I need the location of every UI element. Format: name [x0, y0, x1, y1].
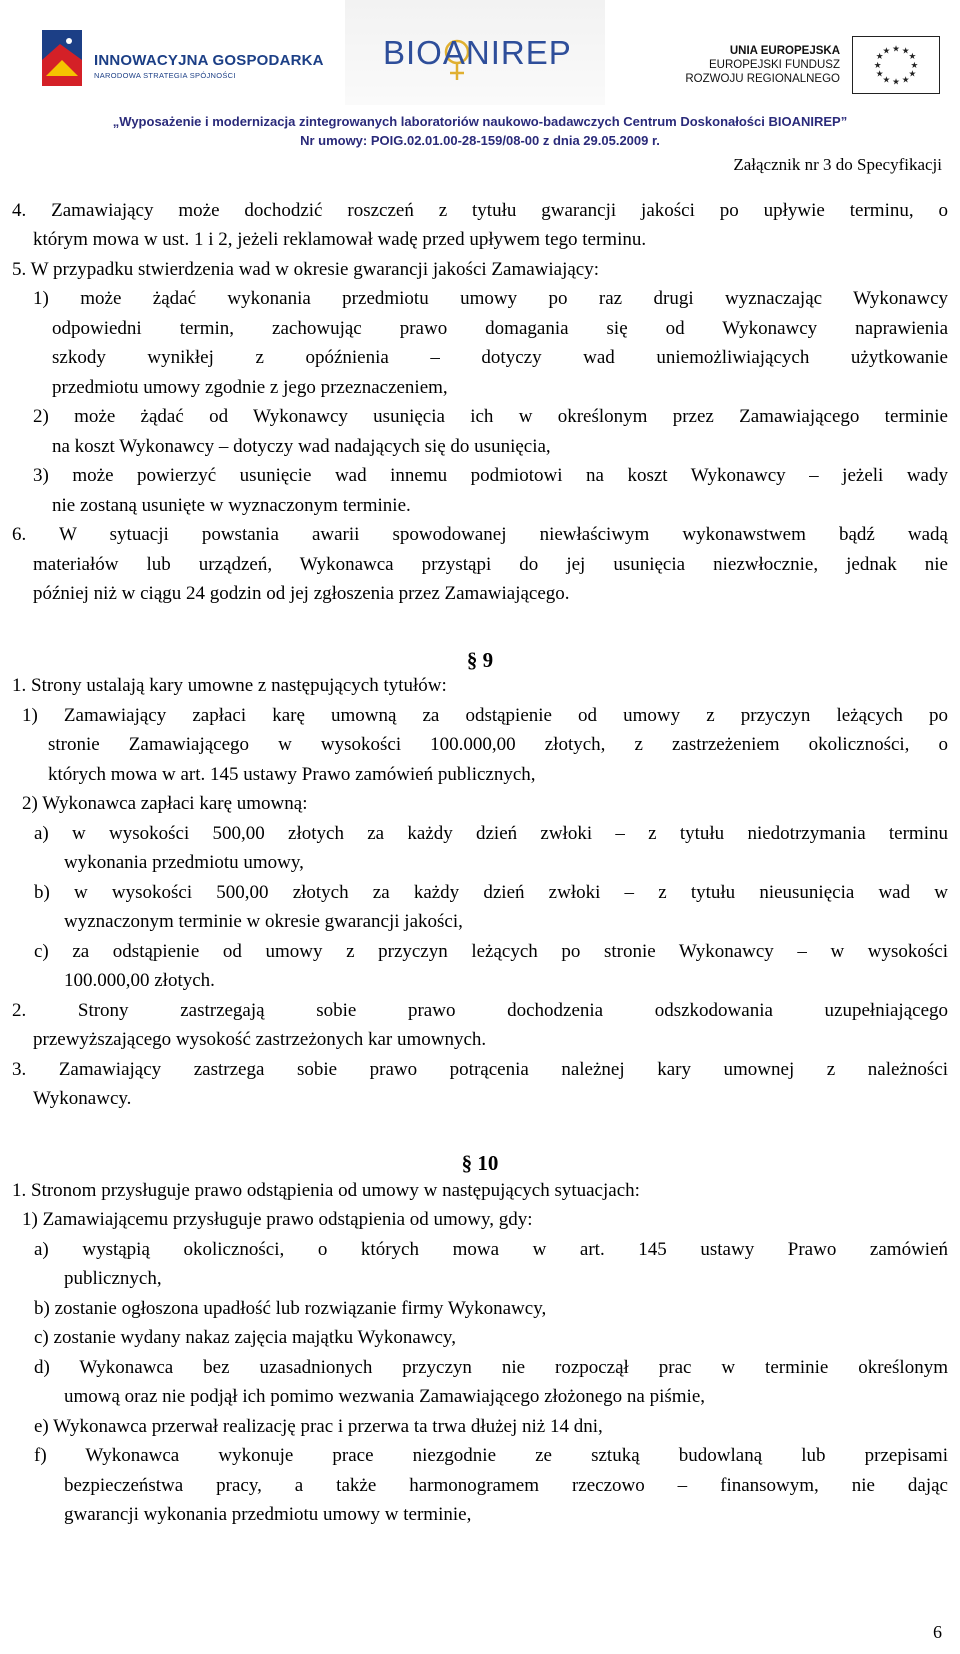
- text-line: 1) Zamawiającemu przysługuje prawo odstąpienia od umowy, gdy:: [22, 1209, 533, 1230]
- text-line: których mowa w art. 145 ustawy Prawo zamówień publicznych,: [48, 764, 536, 785]
- text-line: 4. Zamawiający może dochodzić roszczeń z tytułu gwarancji jakości po upływie terminu, o: [12, 200, 948, 221]
- text-line: przewyższającego wysokość zastrzeżonych kar umownych.: [33, 1029, 487, 1050]
- eu-line3: ROZWOJU REGIONALNEGO: [685, 73, 840, 85]
- text-line: gwarancji wykonania przedmiotu umowy w terminie,: [64, 1504, 472, 1525]
- logo-center-name: BIOANIREP: [383, 34, 572, 71]
- text-line: na koszt Wykonawcy – dotyczy wad nadających się do usunięcia,: [52, 436, 551, 457]
- innowacyjna-gospodarka-logo: [42, 30, 324, 88]
- eu-line1: UNIA EUROPEJSKA: [729, 45, 840, 57]
- text-line: później niż w ciągu 24 godzin od jej zgłoszenia przez Zamawiającego.: [33, 583, 570, 604]
- attachment-label: Załącznik nr 3 do Specyfikacji: [733, 155, 942, 174]
- text-line: 2. Strony zastrzegają sobie prawo dochodzenia odszkodowania uzupełniającego: [12, 1000, 948, 1021]
- svg-text:★: ★: [882, 46, 891, 57]
- text-line: Wykonawcy.: [33, 1088, 132, 1109]
- ig-flag-icon: [42, 30, 82, 86]
- eu-logo-text: [685, 44, 840, 86]
- page-number: 6: [933, 1622, 942, 1642]
- contract-number: Nr umowy: POIG.02.01.00-28-159/08-00 z dnia 29.05.2009 r.: [300, 133, 660, 148]
- text-line: 1) Zamawiający zapłaci karę umowną za odstąpienie od umowy z przyczyn leżących po: [22, 705, 948, 726]
- text-line: 1. Strony ustalają kary umowne z następujących tytułów:: [12, 675, 447, 696]
- text-line: publicznych,: [64, 1268, 162, 1289]
- text-line: 3) może powierzyć usunięcie wad innemu podmiotowi na koszt Wykonawcy – jeżeli wady: [33, 465, 948, 486]
- text-line: b) zostanie ogłoszona upadłość lub rozwiązanie firmy Wykonawcy,: [34, 1298, 547, 1319]
- text-line: wykonania przedmiotu umowy,: [64, 852, 304, 873]
- svg-text:★: ★: [875, 52, 884, 63]
- logo-left-subtitle: NARODOWA STRATEGIA SPÓJNOŚCI: [94, 71, 236, 80]
- svg-text:★: ★: [901, 75, 910, 86]
- text-line: bezpieczeństwa pracy, a także harmonogramem rzeczowo – finansowym, nie dając: [64, 1475, 948, 1496]
- text-line: 6. W sytuacji powstania awarii spowodowanej niewłaściwym wykonawstwem bądź wadą: [12, 524, 948, 545]
- bioanirep-logo: [345, 0, 605, 105]
- text-line: 2) Wykonawca zapłaci karę umowną:: [22, 793, 308, 814]
- text-line: materiałów lub urządzeń, Wykonawca przystąpi do jej usunięcia niezwłocznie, jednak nie: [33, 554, 948, 575]
- text-line: stronie Zamawiającego w wysokości 100.000,00 złotych, z zastrzeżeniem okoliczności, o: [48, 734, 948, 755]
- text-line: 1) może żądać wykonania przedmiotu umowy po raz drugi wyznaczając Wykonawcy: [33, 288, 948, 309]
- svg-text:★: ★: [875, 69, 884, 80]
- svg-text:★: ★: [908, 69, 917, 80]
- text-line: c) za odstąpienie od umowy z przyczyn leżących po stronie Wykonawcy – w wysokości: [34, 941, 948, 962]
- text-line: umową oraz nie podjął ich pomimo wezwania Zamawiającego złożonego na piśmie,: [64, 1386, 706, 1407]
- section-heading: § 10: [461, 1151, 499, 1175]
- text-line: c) zostanie wydany nakaz zajęcia majątku Wykonawcy,: [34, 1327, 456, 1348]
- section-heading: § 9: [466, 648, 494, 672]
- text-line: którym mowa w ust. 1 i 2, jeżeli reklamował wadę przed upływem tego terminu.: [33, 229, 647, 250]
- svg-text:★: ★: [892, 77, 900, 88]
- text-line: a) wystąpią okoliczności, o których mowa w art. 145 ustawy Prawo zamówień: [34, 1239, 948, 1260]
- text-line: 2) może żądać od Wykonawcy usunięcia ich w określonym przez Zamawiającego terminie: [33, 406, 948, 427]
- page-header: [0, 0, 960, 110]
- svg-text:★: ★: [910, 60, 919, 71]
- text-line: 3. Zamawiający zastrzega sobie prawo potrącenia należnej kary umownej z należności: [12, 1059, 948, 1080]
- project-title: „Wyposażenie i modernizacja zintegrowanych laboratoriów naukowo-badawczych Centrum Doskonałości BIOANIREP”: [112, 114, 848, 129]
- svg-text:★: ★: [882, 75, 891, 86]
- eu-line2: EUROPEJSKI FUNDUSZ: [709, 59, 840, 71]
- text-line: 5. W przypadku stwierdzenia wad w okresie gwarancji jakości Zamawiający:: [12, 259, 600, 280]
- text-line: przedmiotu umowy zgodnie z jego przeznaczeniem,: [52, 377, 448, 398]
- text-line: d) Wykonawca bez uzasadnionych przyczyn nie rozpoczął prac w terminie określonym: [34, 1357, 948, 1378]
- text-line: 1. Stronom przysługuje prawo odstąpienia od umowy w następujących sytuacjach:: [12, 1180, 640, 1201]
- eu-logo: [672, 30, 940, 94]
- svg-text:★: ★: [873, 60, 882, 71]
- text-line: 100.000,00 złotych.: [64, 970, 215, 991]
- svg-text:★: ★: [908, 52, 917, 63]
- text-line: b) w wysokości 500,00 złotych za każdy dzień zwłoki – z tytułu nieusunięcia wad w: [34, 882, 948, 903]
- svg-text:★: ★: [892, 44, 900, 55]
- text-line: f) Wykonawca wykonuje prace niezgodnie ze sztuką budowlaną lub przepisami: [34, 1445, 948, 1466]
- text-line: e) Wykonawca przerwał realizację prac i przerwa ta trwa dłużej niż 14 dni,: [34, 1416, 603, 1437]
- text-line: odpowiedni termin, zachowując prawo domagania się od Wykonawcy naprawienia: [52, 318, 948, 339]
- text-line: wyznaczonym terminie w okresie gwarancji jakości,: [64, 911, 463, 932]
- eu-stars-flag-icon: [852, 36, 940, 94]
- text-line: a) w wysokości 500,00 złotych za każdy dzień zwłoki – z tytułu niedotrzymania terminu: [34, 823, 948, 844]
- logo-left-title: INNOWACYJNA GOSPODARKA: [94, 52, 324, 69]
- text-line: nie zostaną usunięte w wyznaczonym terminie.: [52, 495, 411, 516]
- text-line: szkody wynikłej z opóźnienia – dotyczy wad uniemożliwiających użytkowanie: [52, 347, 948, 368]
- svg-text:★: ★: [901, 46, 910, 57]
